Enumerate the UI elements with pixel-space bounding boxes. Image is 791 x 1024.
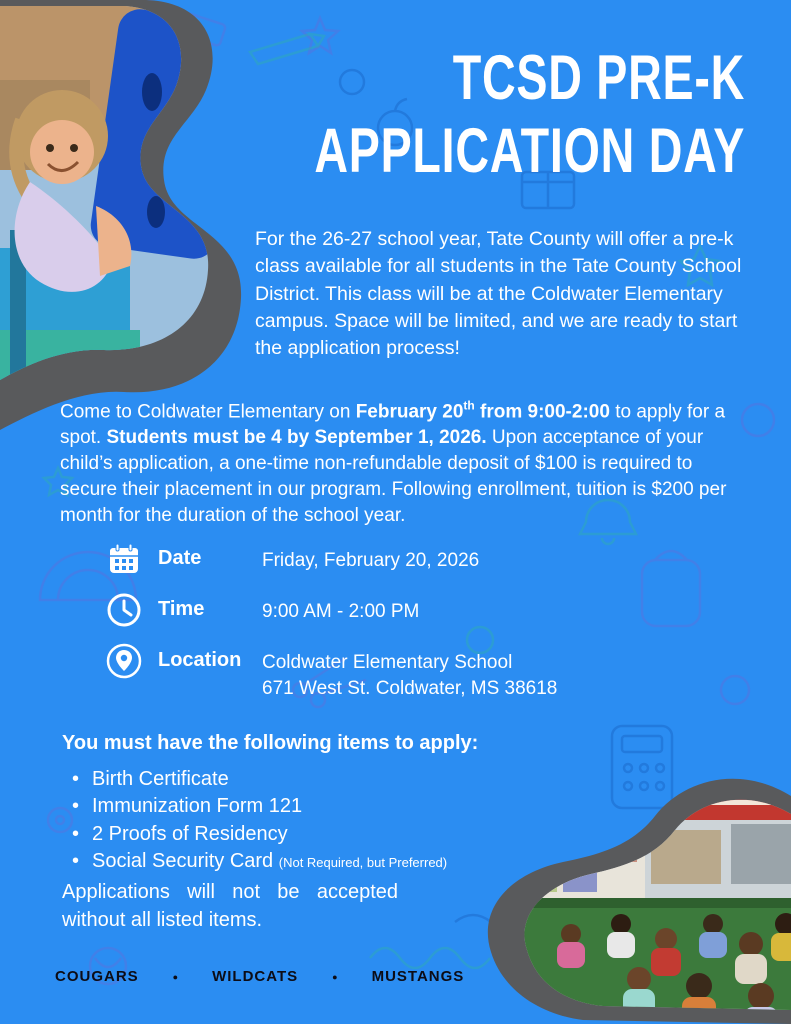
mascot-wildcats: WILDCATS xyxy=(212,968,299,985)
date-value: Friday, February 20, 2026 xyxy=(262,550,480,571)
details-time-bold: from 9:00-2:00 xyxy=(474,401,610,423)
requirement-note: (Not Required, but Preferred) xyxy=(278,855,448,871)
details-paragraph xyxy=(60,398,754,529)
location-value xyxy=(262,642,557,701)
title-line-2: APPLICATION DAY xyxy=(314,116,745,187)
date-label: Date xyxy=(158,547,202,569)
details-seg1: Come to Coldwater Elementary on xyxy=(60,401,356,423)
location-pin-icon xyxy=(105,642,143,680)
requirements-heading: You must have the following items to apply: xyxy=(62,732,479,754)
intro-paragraph: For the 26-27 school year, Tate County will offer a pre-k class available for all students in the Tate County School District. This class will be at the Coldwater Elementary campus. Space will be limited, and we are ready to start the application process! xyxy=(255,228,742,360)
date-row xyxy=(105,540,557,578)
location-row xyxy=(105,642,557,701)
requirement-text: 2 Proofs of Residency xyxy=(92,822,288,845)
mascot-mustangs: MUSTANGS xyxy=(371,968,465,985)
title-line-1: TCSD PRE-K xyxy=(452,43,745,113)
page-title xyxy=(314,42,745,188)
requirement-item xyxy=(62,766,542,793)
time-value: 9:00 AM - 2:00 PM xyxy=(262,601,420,622)
mascot-separator-icon: ● xyxy=(172,971,179,982)
requirement-item xyxy=(62,848,542,875)
details-age-bold: Students must be 4 by September 1, 2026. xyxy=(106,427,487,449)
time-row xyxy=(105,591,557,629)
details-date-bold: February 20 xyxy=(355,401,464,423)
mascot-separator-icon: ● xyxy=(332,971,338,982)
requirement-text: Social Security Card xyxy=(92,850,274,873)
clock-icon xyxy=(105,591,143,629)
requirement-item xyxy=(62,821,542,848)
requirements-list xyxy=(62,766,542,876)
time-label: Time xyxy=(158,598,205,620)
location-label: Location xyxy=(158,649,242,671)
details-seg4: to apply for a spot. xyxy=(60,401,726,449)
requirements-section xyxy=(62,732,542,876)
requirement-item xyxy=(62,793,542,820)
footer-note: Applications will not be accepted without all listed items. xyxy=(62,881,398,931)
requirement-text: Immunization Form 121 xyxy=(92,795,303,818)
details-date-ordinal: th xyxy=(463,399,475,413)
requirement-text: Birth Certificate xyxy=(92,768,229,790)
details-seg6: Upon acceptance of your child’s application, a one-time non-refundable deposit of $100 is required to secure their placement in our program. Following enrollment, tuition is $200 per month for the duration of the school year. xyxy=(60,427,727,527)
location-line-2: 671 West St. Coldwater, MS 38618 xyxy=(262,677,558,699)
mascot-cougars: COUGARS xyxy=(55,968,139,985)
location-line-1: Coldwater Elementary School xyxy=(262,652,513,673)
mascots-footer xyxy=(55,968,464,985)
calendar-icon xyxy=(105,540,143,578)
event-info xyxy=(105,540,557,701)
